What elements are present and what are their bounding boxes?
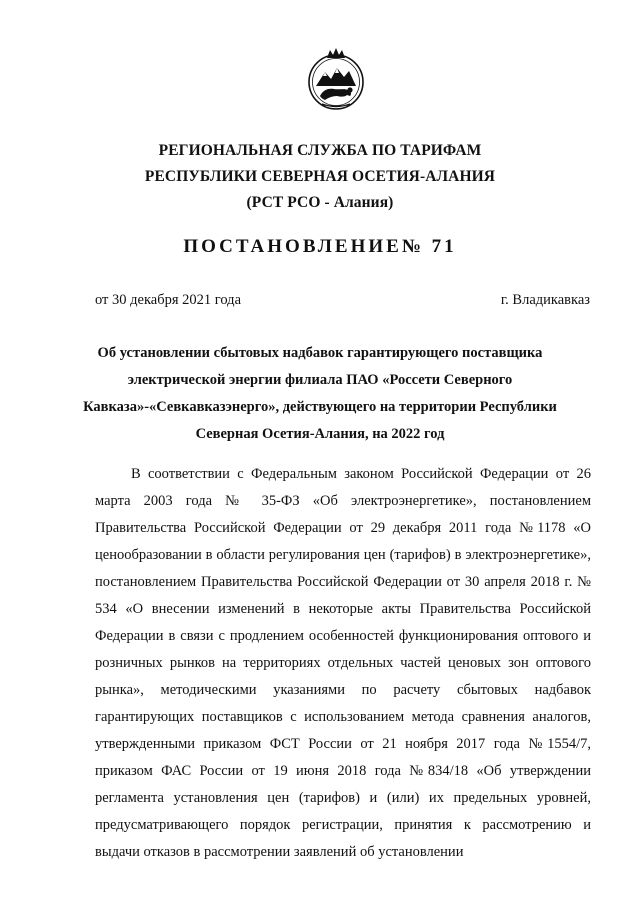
document-city: г. Владикавказ [500, 292, 590, 308]
document-body [95, 461, 591, 866]
date-line [95, 290, 590, 310]
document-title: ПОСТАНОВЛЕНИЕ№ 71 [183, 236, 457, 257]
document-subject: Об установлении сбытовых надбавок гарантирующего поставщика электрической энергии филиала ПАО «Россети Северного Кавказа»-«Севкавказэнерго», действующего на территории Республики Северная Осетия-Алания, на 2022 год [83, 345, 557, 442]
document-date: от 30 декабря 2021 года [95, 292, 241, 308]
org-name-line1: РЕГИОНАЛЬНАЯ СЛУЖБА ПО ТАРИФАМ [158, 142, 482, 159]
republic-emblem-icon [306, 46, 366, 112]
body-paragraph: В соответствии с Федеральным законом Российской Федерации от 26 марта 2003 года № 35-ФЗ «Об электроэнергетике», постановлением Правительства Российской Федерации от 29 декабря 2011 года №1178 «О ценообразовании в области регулирования цен (тарифов) в электроэнергетике», постановлением Правительства Российской Федерации от 30 апреля 2018 г. № 534 «О внесении изменений в некоторые акты Правительства Российской Федерации в связи с продлением особенностей функционирования оптового и розничных рынков на территориях отдельных частей ценовых зон оптового рынка», методическими указаниями по расчету сбытовых надбавок гарантирующих поставщиков с использованием метода сравнения аналогов, утвержденными приказом ФСТ России от 21 ноября 2017 года №1554/7, приказом ФАС России от 19 июня 2018 года №834/18 «Об утверждении регламента установления цен (тарифов) и (или) их предельных уровней, предусматривающего порядок регистрации, принятия к рассмотрению и выдачи отказов в рассмотрении заявлений об установлении [95, 466, 591, 860]
org-name-line2: РЕСПУБЛИКИ СЕВЕРНАЯ ОСЕТИЯ-АЛАНИЯ [144, 168, 496, 185]
org-abbreviation: (РСТ РСО - Алания) [246, 194, 394, 211]
